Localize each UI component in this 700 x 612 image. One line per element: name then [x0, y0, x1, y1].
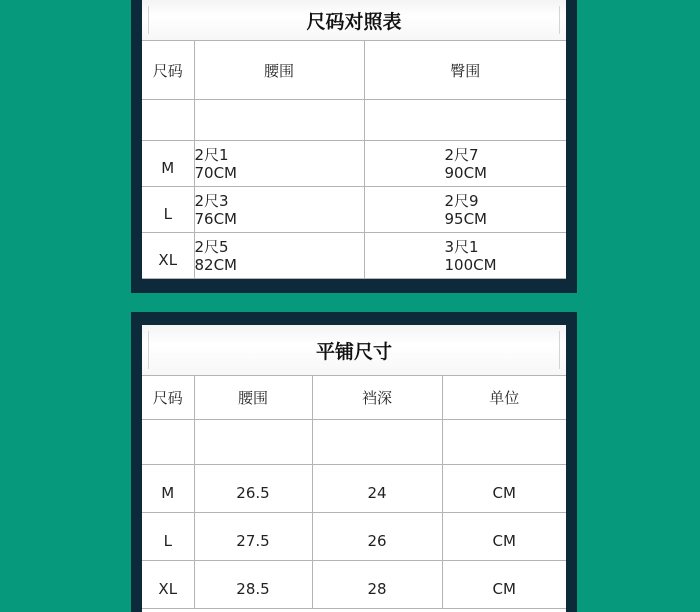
table-header-row — [142, 41, 566, 100]
header-unit: 单位 — [442, 376, 566, 420]
table-row — [142, 233, 566, 279]
table-spacer-row — [142, 100, 566, 141]
table-spacer-row — [142, 420, 566, 465]
flat-measure-table — [142, 375, 566, 609]
size-label: XL — [142, 561, 194, 609]
unit-cell: CM — [442, 513, 566, 561]
table-row — [142, 141, 566, 187]
size-chart-card — [142, 0, 566, 279]
rise-cell: 28 — [312, 561, 442, 609]
size-chart-table — [142, 40, 566, 279]
hip-cell: 2尺7 90CM — [364, 141, 566, 187]
header-rise: 裆深 — [312, 376, 442, 420]
unit-cell: CM — [442, 465, 566, 513]
rise-cell: 24 — [312, 465, 442, 513]
flat-measure-panel — [131, 312, 577, 612]
waist-cell: 2尺1 70CM — [194, 141, 364, 187]
header-waist: 腰围 — [194, 41, 364, 100]
size-chart-title: 尺码对照表 — [142, 0, 566, 41]
header-hip: 臀围 — [364, 41, 566, 100]
header-size: 尺码 — [142, 376, 194, 420]
waist-cell: 2尺5 82CM — [194, 233, 364, 279]
size-label: M — [142, 465, 194, 513]
waist-cell: 26.5 — [194, 465, 312, 513]
size-label: L — [142, 513, 194, 561]
table-row — [142, 513, 566, 561]
hip-cell: 3尺1 100CM — [364, 233, 566, 279]
size-label: XL — [142, 233, 194, 279]
table-header-row — [142, 376, 566, 420]
size-label: L — [142, 187, 194, 233]
size-chart-panel — [131, 0, 577, 293]
size-label: M — [142, 141, 194, 187]
flat-measure-card — [142, 325, 566, 612]
header-size: 尺码 — [142, 41, 194, 100]
waist-cell: 27.5 — [194, 513, 312, 561]
hip-cell: 2尺9 95CM — [364, 187, 566, 233]
table-row — [142, 561, 566, 609]
waist-cell: 28.5 — [194, 561, 312, 609]
table-row — [142, 187, 566, 233]
header-waist: 腰围 — [194, 376, 312, 420]
table-row — [142, 465, 566, 513]
flat-measure-title: 平铺尺寸 — [142, 325, 566, 376]
rise-cell: 26 — [312, 513, 442, 561]
unit-cell: CM — [442, 561, 566, 609]
waist-cell: 2尺3 76CM — [194, 187, 364, 233]
